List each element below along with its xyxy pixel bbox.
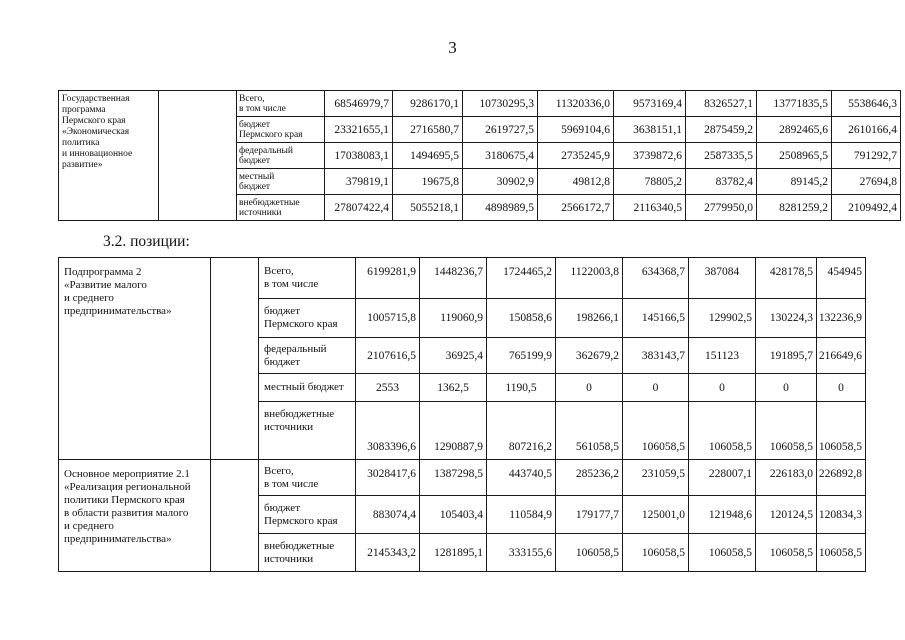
funding-source-cell: Всего, в том числе: [259, 258, 356, 299]
value-cell: 2145343,2: [356, 534, 420, 572]
value-cell: 231059,5: [623, 460, 689, 496]
funding-source-cell: внебюджетные источники: [259, 402, 356, 460]
value-cell: 27807422,4: [325, 195, 393, 221]
value-cell: 106058,5: [756, 534, 817, 572]
value-cell: 2107616,5: [356, 338, 420, 374]
value-cell: 0: [756, 374, 817, 402]
value-cell: 13771835,5: [757, 91, 832, 117]
value-cell: 106058,5: [817, 534, 866, 572]
value-cell: 1122003,8: [556, 258, 623, 299]
value-cell: 2875459,2: [686, 117, 757, 143]
section-heading: 3.2. позиции:: [103, 233, 190, 250]
value-cell: 1724465,2: [487, 258, 556, 299]
value-cell: 1448236,7: [420, 258, 487, 299]
funding-source-cell: бюджет Пермского края: [259, 496, 356, 534]
funding-source-cell: федеральный бюджет: [259, 338, 356, 374]
value-cell: 2716580,7: [393, 117, 463, 143]
value-cell: 0: [556, 374, 623, 402]
value-cell: 8326527,1: [686, 91, 757, 117]
value-cell: 2619727,5: [463, 117, 538, 143]
value-cell: 2610166,4: [832, 117, 901, 143]
value-cell: 2735245,9: [538, 143, 614, 169]
value-cell: 883074,4: [356, 496, 420, 534]
funding-source-cell: бюджет Пермского края: [259, 299, 356, 338]
value-cell: 150858,6: [487, 299, 556, 338]
value-cell: 1362,5: [420, 374, 487, 402]
value-cell: 106058,5: [756, 402, 817, 460]
value-cell: 145166,5: [623, 299, 689, 338]
value-cell: 9573169,4: [614, 91, 686, 117]
value-cell: 765199,9: [487, 338, 556, 374]
value-cell: 5055218,1: [393, 195, 463, 221]
empty-cell: [159, 91, 237, 221]
value-cell: 5969104,6: [538, 117, 614, 143]
value-cell: 8281259,2: [757, 195, 832, 221]
value-cell: 106058,5: [623, 534, 689, 572]
table-row: [59, 258, 866, 299]
value-cell: 9286170,1: [393, 91, 463, 117]
subprogram-funding-table: [58, 257, 866, 572]
value-cell: 89145,2: [757, 169, 832, 195]
value-cell: 106058,5: [556, 534, 623, 572]
value-cell: 125001,0: [623, 496, 689, 534]
value-cell: 106058,5: [689, 402, 756, 460]
value-cell: 454945: [817, 258, 866, 299]
value-cell: 121948,6: [689, 496, 756, 534]
value-cell: 791292,7: [832, 143, 901, 169]
value-cell: 5538646,3: [832, 91, 901, 117]
table-row: [59, 91, 901, 117]
value-cell: 2892465,6: [757, 117, 832, 143]
value-cell: 105403,4: [420, 496, 487, 534]
value-cell: 0: [817, 374, 866, 402]
value-cell: 68546979,7: [325, 91, 393, 117]
value-cell: 1290887,9: [420, 402, 487, 460]
funding-source-cell: местный бюджет: [237, 169, 325, 195]
value-cell: 191895,7: [756, 338, 817, 374]
value-cell: 226892,8: [817, 460, 866, 496]
value-cell: 3180675,4: [463, 143, 538, 169]
value-cell: 2116340,5: [614, 195, 686, 221]
activity-name-cell: Основное мероприятие 2.1 «Реализация региональной политики Пермского края в области развития малого и среднего предпринимательства»: [59, 460, 211, 572]
value-cell: 561058,5: [556, 402, 623, 460]
value-cell: 226183,0: [756, 460, 817, 496]
value-cell: 119060,9: [420, 299, 487, 338]
value-cell: 120834,3: [817, 496, 866, 534]
value-cell: 30902,9: [463, 169, 538, 195]
value-cell: 285236,2: [556, 460, 623, 496]
value-cell: 0: [623, 374, 689, 402]
value-cell: 129902,5: [689, 299, 756, 338]
value-cell: 2779950,0: [686, 195, 757, 221]
funding-source-cell: внебюджетные источники: [259, 534, 356, 572]
value-cell: 23321655,1: [325, 117, 393, 143]
funding-source-cell: бюджет Пермского края: [237, 117, 325, 143]
value-cell: 387084: [689, 258, 756, 299]
value-cell: 2508965,5: [757, 143, 832, 169]
value-cell: 11320336,0: [538, 91, 614, 117]
value-cell: 106058,5: [623, 402, 689, 460]
value-cell: 130224,3: [756, 299, 817, 338]
empty-cell: [211, 258, 259, 460]
subprogram-name-cell: Подпрограмма 2 «Развитие малого и среднего предпринимательства»: [59, 258, 211, 460]
value-cell: 428178,5: [756, 258, 817, 299]
funding-source-cell: Всего, в том числе: [237, 91, 325, 117]
value-cell: 36925,4: [420, 338, 487, 374]
value-cell: 634368,7: [623, 258, 689, 299]
value-cell: 49812,8: [538, 169, 614, 195]
funding-source-cell: федеральный бюджет: [237, 143, 325, 169]
value-cell: 3739872,6: [614, 143, 686, 169]
value-cell: 1387298,5: [420, 460, 487, 496]
value-cell: 216649,6: [817, 338, 866, 374]
value-cell: 6199281,9: [356, 258, 420, 299]
value-cell: 198266,1: [556, 299, 623, 338]
value-cell: 443740,5: [487, 460, 556, 496]
value-cell: 1494695,5: [393, 143, 463, 169]
value-cell: 379819,1: [325, 169, 393, 195]
page-number: 3: [448, 38, 457, 57]
value-cell: 1005715,8: [356, 299, 420, 338]
funding-source-cell: местный бюджет: [259, 374, 356, 402]
value-cell: 179177,7: [556, 496, 623, 534]
value-cell: 106058,5: [689, 534, 756, 572]
table-row: [59, 460, 866, 496]
value-cell: 2553: [356, 374, 420, 402]
value-cell: 19675,8: [393, 169, 463, 195]
value-cell: 362679,2: [556, 338, 623, 374]
value-cell: 2109492,4: [832, 195, 901, 221]
value-cell: 228007,1: [689, 460, 756, 496]
value-cell: 78805,2: [614, 169, 686, 195]
value-cell: 17038083,1: [325, 143, 393, 169]
value-cell: 83782,4: [686, 169, 757, 195]
value-cell: 120124,5: [756, 496, 817, 534]
program-funding-table: [58, 90, 901, 221]
value-cell: 151123: [689, 338, 756, 374]
value-cell: 27694,8: [832, 169, 901, 195]
value-cell: 1190,5: [487, 374, 556, 402]
value-cell: 3638151,1: [614, 117, 686, 143]
value-cell: 3028417,6: [356, 460, 420, 496]
value-cell: 132236,9: [817, 299, 866, 338]
funding-source-cell: Всего, в том числе: [259, 460, 356, 496]
value-cell: 807216,2: [487, 402, 556, 460]
value-cell: 0: [689, 374, 756, 402]
value-cell: 383143,7: [623, 338, 689, 374]
value-cell: 4898989,5: [463, 195, 538, 221]
empty-cell: [211, 460, 259, 572]
value-cell: 106058,5: [817, 402, 866, 460]
value-cell: 10730295,3: [463, 91, 538, 117]
value-cell: 3083396,6: [356, 402, 420, 460]
program-name-cell: Государственная программа Пермского края «Экономическая политика и инновационное развитие»: [59, 91, 159, 221]
value-cell: 1281895,1: [420, 534, 487, 572]
value-cell: 2566172,7: [538, 195, 614, 221]
value-cell: 333155,6: [487, 534, 556, 572]
value-cell: 2587335,5: [686, 143, 757, 169]
funding-source-cell: внебюджетные источники: [237, 195, 325, 221]
value-cell: 110584,9: [487, 496, 556, 534]
